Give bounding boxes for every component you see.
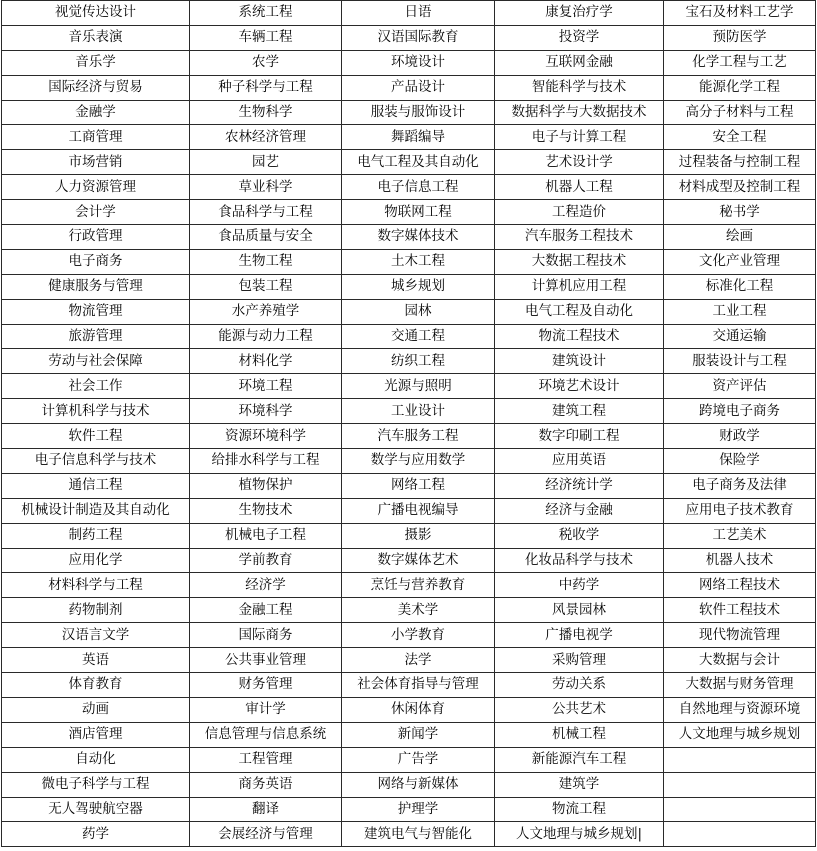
table-cell: 劳动关系 [495,673,664,698]
table-cell: 行政管理 [2,225,190,250]
table-cell: 软件工程 [2,424,190,449]
table-row [2,697,816,722]
majors-table-body [2,1,816,847]
table-row [2,150,816,175]
table-cell: 人文地理与城乡规划 [664,722,816,747]
table-row [2,100,816,125]
table-row [2,249,816,274]
table-cell: 日语 [342,1,495,26]
table-cell: 会展经济与管理 [190,822,342,847]
table-cell: 建筑电气与智能化 [342,822,495,847]
table-cell: 植物保护 [190,473,342,498]
table-cell: 机械电子工程 [190,523,342,548]
table-cell: 电子商务及法律 [664,473,816,498]
table-cell: 城乡规划 [342,274,495,299]
table-cell: 宝石及材料工艺学 [664,1,816,26]
table-cell: 数字媒体技术 [342,225,495,250]
table-row [2,797,816,822]
table-cell: 应用电子技术教育 [664,498,816,523]
table-cell: 预防医学 [664,25,816,50]
table-cell: 舞蹈编导 [342,125,495,150]
table-cell: 体育教育 [2,673,190,698]
table-cell: 计算机应用工程 [495,274,664,299]
table-cell: 网络与新媒体 [342,772,495,797]
table-cell: 绘画 [664,225,816,250]
table-cell: 建筑设计 [495,349,664,374]
table-cell: 能源化学工程 [664,75,816,100]
table-cell: 机器人工程 [495,175,664,200]
table-row [2,648,816,673]
table-cell: 纺织工程 [342,349,495,374]
table-cell: 汽车服务工程技术 [495,225,664,250]
table-cell: 物联网工程 [342,200,495,225]
table-cell: 园林 [342,299,495,324]
table-cell: 产品设计 [342,75,495,100]
table-row [2,498,816,523]
table-row [2,225,816,250]
table-cell: 安全工程 [664,125,816,150]
table-cell: 通信工程 [2,473,190,498]
table-cell: 秘书学 [664,200,816,225]
table-cell: 光源与照明 [342,374,495,399]
table-cell: 草业科学 [190,175,342,200]
table-cell: 税收学 [495,523,664,548]
table-cell: 数据科学与大数据技术 [495,100,664,125]
table-cell: 水产养殖学 [190,299,342,324]
table-row [2,673,816,698]
majors-table [1,0,816,847]
table-cell: 商务英语 [190,772,342,797]
table-cell: 食品质量与安全 [190,225,342,250]
table-cell: 旅游管理 [2,324,190,349]
table-cell: 经济与金融 [495,498,664,523]
table-cell: 风景园林 [495,598,664,623]
table-cell: 食品科学与工程 [190,200,342,225]
table-cell: 中药学 [495,573,664,598]
table-cell: 机械设计制造及其自动化 [2,498,190,523]
table-cell: 财务管理 [190,673,342,698]
table-cell: 汉语言文学 [2,623,190,648]
table-cell: 工程管理 [190,747,342,772]
table-cell [664,822,816,847]
table-row [2,573,816,598]
table-cell: 无人驾驶航空器 [2,797,190,822]
table-cell [664,747,816,772]
table-cell: 机械工程 [495,722,664,747]
table-cell: 工商管理 [2,125,190,150]
table-row [2,125,816,150]
table-cell: 现代物流管理 [664,623,816,648]
table-row [2,200,816,225]
table-cell: 服装与服饰设计 [342,100,495,125]
table-row [2,349,816,374]
table-cell: 动画 [2,697,190,722]
table-row [2,747,816,772]
table-cell: 化学工程与工艺 [664,50,816,75]
table-cell: 系统工程 [190,1,342,26]
table-row [2,175,816,200]
table-cell: 数字媒体艺术 [342,548,495,573]
table-cell: 车辆工程 [190,25,342,50]
table-row [2,598,816,623]
table-cell: 广播电视编导 [342,498,495,523]
table-cell: 广告学 [342,747,495,772]
table-cell: 材料成型及控制工程 [664,175,816,200]
table-cell: 会计学 [2,200,190,225]
table-cell: 电气工程及其自动化 [342,150,495,175]
table-row [2,374,816,399]
table-cell: 建筑工程 [495,399,664,424]
table-cell: 健康服务与管理 [2,274,190,299]
table-cell: 金融学 [2,100,190,125]
table-row [2,25,816,50]
table-row [2,449,816,474]
table-cell: 人力资源管理 [2,175,190,200]
table-cell: 自然地理与资源环境 [664,697,816,722]
table-row [2,722,816,747]
table-row [2,75,816,100]
table-cell: 人文地理与城乡规划| [495,822,664,847]
table-row [2,324,816,349]
table-cell: 摄影 [342,523,495,548]
table-cell: 药物制剂 [2,598,190,623]
table-cell: 艺术设计学 [495,150,664,175]
table-cell: 资产评估 [664,374,816,399]
table-cell: 保险学 [664,449,816,474]
table-cell: 财政学 [664,424,816,449]
table-cell: 药学 [2,822,190,847]
table-cell: 给排水科学与工程 [190,449,342,474]
table-cell [664,797,816,822]
table-cell: 电气工程及自动化 [495,299,664,324]
table-row [2,274,816,299]
table-row [2,523,816,548]
table-cell: 大数据与会计 [664,648,816,673]
table-row [2,548,816,573]
table-cell: 微电子科学与工程 [2,772,190,797]
table-cell: 音乐表演 [2,25,190,50]
table-row [2,1,816,26]
table-cell: 公共艺术 [495,697,664,722]
table-cell: 审计学 [190,697,342,722]
table-cell: 广播电视学 [495,623,664,648]
table-cell: 投资学 [495,25,664,50]
table-cell: 新闻学 [342,722,495,747]
table-cell: 环境设计 [342,50,495,75]
table-cell: 高分子材料与工程 [664,100,816,125]
table-cell: 网络工程技术 [664,573,816,598]
table-row [2,424,816,449]
table-cell: 文化产业管理 [664,249,816,274]
table-cell: 信息管理与信息系统 [190,722,342,747]
table-cell: 物流管理 [2,299,190,324]
table-cell: 生物技术 [190,498,342,523]
table-row [2,399,816,424]
table-cell: 工程造价 [495,200,664,225]
table-cell: 金融工程 [190,598,342,623]
table-cell: 小学教育 [342,623,495,648]
table-cell: 采购管理 [495,648,664,673]
table-cell [664,772,816,797]
table-row [2,50,816,75]
table-cell: 跨境电子商务 [664,399,816,424]
table-row [2,623,816,648]
table-cell: 国际商务 [190,623,342,648]
table-cell: 康复治疗学 [495,1,664,26]
table-cell: 工艺美术 [664,523,816,548]
table-cell: 休闲体育 [342,697,495,722]
table-cell: 互联网金融 [495,50,664,75]
table-cell: 汉语国际教育 [342,25,495,50]
table-cell: 物流工程技术 [495,324,664,349]
table-cell: 工业工程 [664,299,816,324]
table-cell: 土木工程 [342,249,495,274]
table-cell: 农林经济管理 [190,125,342,150]
table-cell: 护理学 [342,797,495,822]
table-cell: 视觉传达设计 [2,1,190,26]
table-cell: 自动化 [2,747,190,772]
table-row [2,473,816,498]
table-cell: 汽车服务工程 [342,424,495,449]
table-row [2,772,816,797]
table-cell: 材料化学 [190,349,342,374]
table-cell: 翻译 [190,797,342,822]
table-cell: 物流工程 [495,797,664,822]
table-cell: 电子信息工程 [342,175,495,200]
table-cell: 化妆品科学与技术 [495,548,664,573]
table-cell: 学前教育 [190,548,342,573]
table-cell: 机器人技术 [664,548,816,573]
table-cell: 制药工程 [2,523,190,548]
table-cell: 新能源汽车工程 [495,747,664,772]
table-cell: 应用英语 [495,449,664,474]
table-cell: 美术学 [342,598,495,623]
table-cell: 资源环境科学 [190,424,342,449]
table-cell: 大数据工程技术 [495,249,664,274]
table-row [2,822,816,847]
table-cell: 劳动与社会保障 [2,349,190,374]
table-cell: 生物工程 [190,249,342,274]
table-cell: 种子科学与工程 [190,75,342,100]
table-cell: 烹饪与营养教育 [342,573,495,598]
table-cell: 经济统计学 [495,473,664,498]
table-cell: 电子与计算工程 [495,125,664,150]
table-cell: 园艺 [190,150,342,175]
table-cell: 生物科学 [190,100,342,125]
table-cell: 音乐学 [2,50,190,75]
table-cell: 电子信息科学与技术 [2,449,190,474]
table-cell: 工业设计 [342,399,495,424]
table-cell: 法学 [342,648,495,673]
table-cell: 国际经济与贸易 [2,75,190,100]
table-cell: 环境科学 [190,399,342,424]
table-cell: 社会体育指导与管理 [342,673,495,698]
table-cell: 网络工程 [342,473,495,498]
table-cell: 服装设计与工程 [664,349,816,374]
table-cell: 酒店管理 [2,722,190,747]
table-cell: 过程装备与控制工程 [664,150,816,175]
table-cell: 市场营销 [2,150,190,175]
table-cell: 英语 [2,648,190,673]
table-cell: 环境艺术设计 [495,374,664,399]
table-cell: 能源与动力工程 [190,324,342,349]
table-cell: 应用化学 [2,548,190,573]
table-row [2,299,816,324]
table-cell: 公共事业管理 [190,648,342,673]
table-cell: 环境工程 [190,374,342,399]
table-cell: 计算机科学与技术 [2,399,190,424]
table-cell: 交通工程 [342,324,495,349]
table-cell: 标准化工程 [664,274,816,299]
table-cell: 数字印刷工程 [495,424,664,449]
table-cell: 软件工程技术 [664,598,816,623]
table-cell: 电子商务 [2,249,190,274]
table-cell: 交通运输 [664,324,816,349]
table-cell: 农学 [190,50,342,75]
table-cell: 经济学 [190,573,342,598]
table-cell: 社会工作 [2,374,190,399]
table-cell: 包装工程 [190,274,342,299]
table-cell: 建筑学 [495,772,664,797]
table-cell: 智能科学与技术 [495,75,664,100]
table-cell: 材料科学与工程 [2,573,190,598]
table-cell: 大数据与财务管理 [664,673,816,698]
table-cell: 数学与应用数学 [342,449,495,474]
